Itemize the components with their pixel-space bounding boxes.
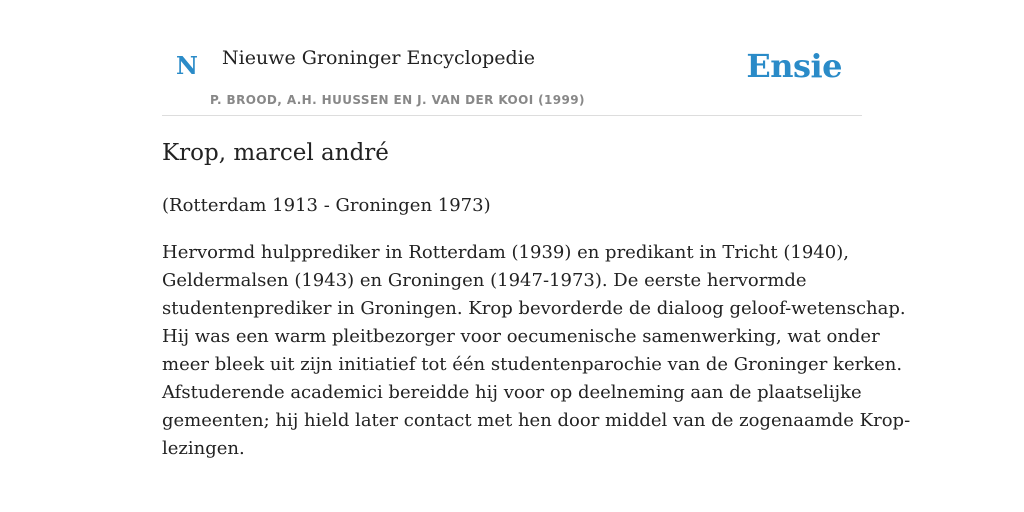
brand-logo[interactable]: Ensie <box>746 47 842 85</box>
entry-subtitle: (Rotterdam 1913 - Groningen 1973) <box>162 195 491 216</box>
body-line: Hervormd hulpprediker in Rotterdam (1939) en predikant in Tricht (1940), <box>162 242 849 263</box>
body-line: Geldermalsen (1943) en Groningen (1947-1973). De eerste hervormde <box>162 270 807 291</box>
source-logo[interactable]: N <box>176 51 198 80</box>
body-line: Hij was een warm pleitbezorger voor oecumenische samenwerking, wat onder <box>162 326 880 347</box>
entry-body <box>162 239 911 463</box>
source-authors: P. BROOD, A.H. HUUSSEN EN J. VAN DER KOOI (1999) <box>210 93 585 107</box>
body-line: Afstuderende academici bereidde hij voor op deelneming aan de plaatselijke <box>162 382 862 403</box>
entry-title: Krop, marcel andré <box>162 140 389 166</box>
source-title[interactable]: Nieuwe Groninger Encyclopedie <box>222 47 536 69</box>
body-line: gemeenten; hij hield later contact met hen door middel van de zogenaamde Krop- <box>162 410 911 431</box>
body-line: lezingen. <box>162 438 245 459</box>
source-header <box>162 32 862 116</box>
body-line: studentenprediker in Groningen. Krop bevorderde de dialoog geloof-wetenschap. <box>162 298 906 319</box>
body-line: meer bleek uit zijn initiatief tot één studentenparochie van de Groninger kerken. <box>162 354 903 375</box>
